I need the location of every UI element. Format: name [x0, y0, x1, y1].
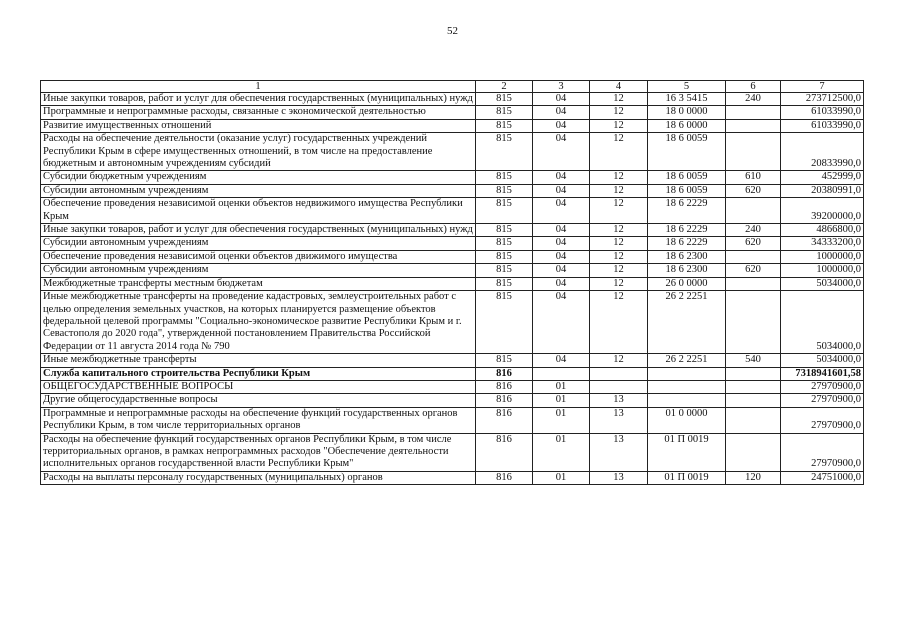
amount-cell: 20380991,0	[781, 184, 864, 197]
section-code-cell: 04	[533, 291, 590, 354]
table-row	[41, 354, 864, 367]
section-code-cell: 04	[533, 277, 590, 290]
expense-type-cell	[726, 119, 781, 132]
budget-table	[40, 80, 864, 485]
expense-type-cell: 240	[726, 224, 781, 237]
target-article-cell: 18 6 0059	[648, 133, 726, 171]
section-code-cell: 04	[533, 224, 590, 237]
section-code-cell: 04	[533, 106, 590, 119]
expense-type-cell	[726, 277, 781, 290]
subsection-code-cell: 12	[590, 277, 648, 290]
section-code-cell: 04	[533, 264, 590, 277]
row-name-cell: Иные закупки товаров, работ и услуг для обеспечения государственных (муниципальных) нужд	[41, 93, 476, 106]
expense-type-cell	[726, 198, 781, 224]
row-name-cell: Иные межбюджетные трансферты на проведение кадастровых, землеустроительных работ с целью определения земельных участков, на которых планируется размещение объектов федеральной целевой программы "Социально-экономическое развитие Республики Крым и г. Севастополя до 2020 года", утвержденной постановлением Правительства Российской Федерации от 11 августа 2014 года № 790	[41, 291, 476, 354]
table-row	[41, 407, 864, 433]
target-article-cell: 18 6 2229	[648, 237, 726, 250]
row-name-cell: Обеспечение проведения независимой оценки объектов движимого имущества	[41, 250, 476, 263]
expense-type-cell	[726, 433, 781, 471]
admin-code-cell: 815	[476, 106, 533, 119]
target-article-cell: 16 3 5415	[648, 93, 726, 106]
admin-code-cell: 815	[476, 237, 533, 250]
subsection-code-cell: 12	[590, 93, 648, 106]
expense-type-cell: 120	[726, 471, 781, 484]
column-header: 7	[781, 81, 864, 93]
amount-cell: 1000000,0	[781, 250, 864, 263]
subsection-code-cell: 13	[590, 433, 648, 471]
target-article-cell: 01 П 0019	[648, 471, 726, 484]
amount-cell: 24751000,0	[781, 471, 864, 484]
table-row	[41, 184, 864, 197]
row-name-cell: Другие общегосударственные вопросы	[41, 394, 476, 407]
target-article-cell: 18 6 2300	[648, 250, 726, 263]
amount-cell: 452999,0	[781, 171, 864, 184]
subsection-code-cell: 13	[590, 407, 648, 433]
row-name-cell: Субсидии автономным учреждениям	[41, 237, 476, 250]
target-article-cell: 18 6 0059	[648, 171, 726, 184]
row-name-cell: Межбюджетные трансферты местным бюджетам	[41, 277, 476, 290]
amount-cell: 4866800,0	[781, 224, 864, 237]
expense-type-cell	[726, 106, 781, 119]
subsection-code-cell: 12	[590, 354, 648, 367]
subsection-code-cell: 12	[590, 237, 648, 250]
subsection-code-cell: 12	[590, 184, 648, 197]
section-code-cell: 01	[533, 407, 590, 433]
column-header: 3	[533, 81, 590, 93]
amount-cell: 20833990,0	[781, 133, 864, 171]
target-article-cell: 01 0 0000	[648, 407, 726, 433]
admin-code-cell: 815	[476, 133, 533, 171]
row-name-cell: Иные межбюджетные трансферты	[41, 354, 476, 367]
subsection-code-cell: 12	[590, 171, 648, 184]
row-name-cell: ОБЩЕГОСУДАРСТВЕННЫЕ ВОПРОСЫ	[41, 380, 476, 393]
expense-type-cell	[726, 291, 781, 354]
section-code-cell: 04	[533, 237, 590, 250]
row-name-cell: Субсидии автономным учреждениям	[41, 184, 476, 197]
table-row	[41, 380, 864, 393]
row-name-cell: Программные и непрограммные расходы, связанные с экономической деятельностью	[41, 106, 476, 119]
target-article-cell	[648, 367, 726, 380]
page-number: 52	[447, 25, 458, 37]
table-row	[41, 367, 864, 380]
section-code-cell: 01	[533, 471, 590, 484]
target-article-cell: 26 2 2251	[648, 354, 726, 367]
target-article-cell	[648, 394, 726, 407]
row-name-cell: Обеспечение проведения независимой оценки объектов недвижимого имущества Республики Крым	[41, 198, 476, 224]
table-row	[41, 119, 864, 132]
subsection-code-cell: 12	[590, 224, 648, 237]
admin-code-cell: 815	[476, 184, 533, 197]
expense-type-cell: 540	[726, 354, 781, 367]
admin-code-cell: 815	[476, 224, 533, 237]
expense-type-cell	[726, 133, 781, 171]
admin-code-cell: 815	[476, 93, 533, 106]
row-name-cell: Иные закупки товаров, работ и услуг для обеспечения государственных (муниципальных) нужд	[41, 224, 476, 237]
target-article-cell: 18 6 2229	[648, 198, 726, 224]
row-name-cell: Субсидии бюджетным учреждениям	[41, 171, 476, 184]
table-row	[41, 394, 864, 407]
amount-cell: 1000000,0	[781, 264, 864, 277]
admin-code-cell: 815	[476, 264, 533, 277]
expense-type-cell: 620	[726, 184, 781, 197]
amount-cell: 39200000,0	[781, 198, 864, 224]
table-row	[41, 264, 864, 277]
subsection-code-cell	[590, 367, 648, 380]
subsection-code-cell	[590, 380, 648, 393]
subsection-code-cell: 12	[590, 264, 648, 277]
expense-type-cell	[726, 367, 781, 380]
section-code-cell: 04	[533, 171, 590, 184]
expense-type-cell	[726, 407, 781, 433]
subsection-code-cell: 12	[590, 291, 648, 354]
section-code-cell: 01	[533, 394, 590, 407]
section-code-cell: 04	[533, 198, 590, 224]
subsection-code-cell: 12	[590, 119, 648, 132]
amount-cell: 273712500,0	[781, 93, 864, 106]
admin-code-cell: 815	[476, 277, 533, 290]
amount-cell: 34333200,0	[781, 237, 864, 250]
admin-code-cell: 815	[476, 354, 533, 367]
table-row	[41, 224, 864, 237]
expense-type-cell: 240	[726, 93, 781, 106]
row-name-cell: Субсидии автономным учреждениям	[41, 264, 476, 277]
subsection-code-cell: 13	[590, 394, 648, 407]
table-row	[41, 198, 864, 224]
amount-cell: 27970900,0	[781, 433, 864, 471]
section-code-cell: 04	[533, 93, 590, 106]
admin-code-cell: 816	[476, 471, 533, 484]
expense-type-cell: 620	[726, 264, 781, 277]
row-name-cell: Расходы на обеспечение функций государственных органов Республики Крым, в том числе территориальных органов, в рамках непрограммных расходов "Обеспечение деятельности исполнительных органов государственной власти Республики Крым"	[41, 433, 476, 471]
column-header: 4	[590, 81, 648, 93]
table-row	[41, 250, 864, 263]
expense-type-cell	[726, 394, 781, 407]
admin-code-cell: 815	[476, 119, 533, 132]
table-row	[41, 93, 864, 106]
section-code-cell: 01	[533, 380, 590, 393]
section-code-cell: 04	[533, 133, 590, 171]
target-article-cell: 18 6 0059	[648, 184, 726, 197]
table-header-row	[41, 81, 864, 93]
admin-code-cell: 815	[476, 250, 533, 263]
amount-cell: 5034000,0	[781, 291, 864, 354]
target-article-cell	[648, 380, 726, 393]
subsection-code-cell: 12	[590, 198, 648, 224]
amount-cell: 7318941601,58	[781, 367, 864, 380]
column-header: 2	[476, 81, 533, 93]
amount-cell: 5034000,0	[781, 354, 864, 367]
target-article-cell: 01 П 0019	[648, 433, 726, 471]
section-code-cell: 04	[533, 184, 590, 197]
target-article-cell: 26 0 0000	[648, 277, 726, 290]
admin-code-cell: 816	[476, 367, 533, 380]
admin-code-cell: 816	[476, 380, 533, 393]
amount-cell: 27970900,0	[781, 394, 864, 407]
column-header: 5	[648, 81, 726, 93]
row-name-cell: Служба капитального строительства Республики Крым	[41, 367, 476, 380]
row-name-cell: Развитие имущественных отношений	[41, 119, 476, 132]
admin-code-cell: 815	[476, 291, 533, 354]
table-row	[41, 291, 864, 354]
amount-cell: 27970900,0	[781, 380, 864, 393]
admin-code-cell: 815	[476, 171, 533, 184]
section-code-cell: 04	[533, 250, 590, 263]
column-header: 6	[726, 81, 781, 93]
target-article-cell: 26 2 2251	[648, 291, 726, 354]
section-code-cell: 04	[533, 354, 590, 367]
target-article-cell: 18 6 2229	[648, 224, 726, 237]
amount-cell: 61033990,0	[781, 106, 864, 119]
section-code-cell	[533, 367, 590, 380]
table-row	[41, 106, 864, 119]
expense-type-cell: 610	[726, 171, 781, 184]
table-row	[41, 133, 864, 171]
subsection-code-cell: 13	[590, 471, 648, 484]
amount-cell: 27970900,0	[781, 407, 864, 433]
table-row	[41, 171, 864, 184]
admin-code-cell: 816	[476, 394, 533, 407]
row-name-cell: Программные и непрограммные расходы на обеспечение функций государственных органов Республики Крым, в том числе территориальных органов	[41, 407, 476, 433]
table-row	[41, 433, 864, 471]
table-row	[41, 237, 864, 250]
amount-cell: 61033990,0	[781, 119, 864, 132]
admin-code-cell: 816	[476, 433, 533, 471]
expense-type-cell: 620	[726, 237, 781, 250]
target-article-cell: 18 6 0000	[648, 119, 726, 132]
row-name-cell: Расходы на обеспечение деятельности (оказание услуг) государственных учреждений Республики Крым в сфере имущественных отношений, в том числе на предоставление бюджетным и автономным учреждениям субсидий	[41, 133, 476, 171]
amount-cell: 5034000,0	[781, 277, 864, 290]
table-row	[41, 471, 864, 484]
admin-code-cell: 815	[476, 198, 533, 224]
section-code-cell: 01	[533, 433, 590, 471]
expense-type-cell	[726, 250, 781, 263]
target-article-cell: 18 6 2300	[648, 264, 726, 277]
expense-type-cell	[726, 380, 781, 393]
section-code-cell: 04	[533, 119, 590, 132]
subsection-code-cell: 12	[590, 250, 648, 263]
admin-code-cell: 816	[476, 407, 533, 433]
table-row	[41, 277, 864, 290]
subsection-code-cell: 12	[590, 133, 648, 171]
row-name-cell: Расходы на выплаты персоналу государственных (муниципальных) органов	[41, 471, 476, 484]
subsection-code-cell: 12	[590, 106, 648, 119]
target-article-cell: 18 0 0000	[648, 106, 726, 119]
column-header: 1	[41, 81, 476, 93]
